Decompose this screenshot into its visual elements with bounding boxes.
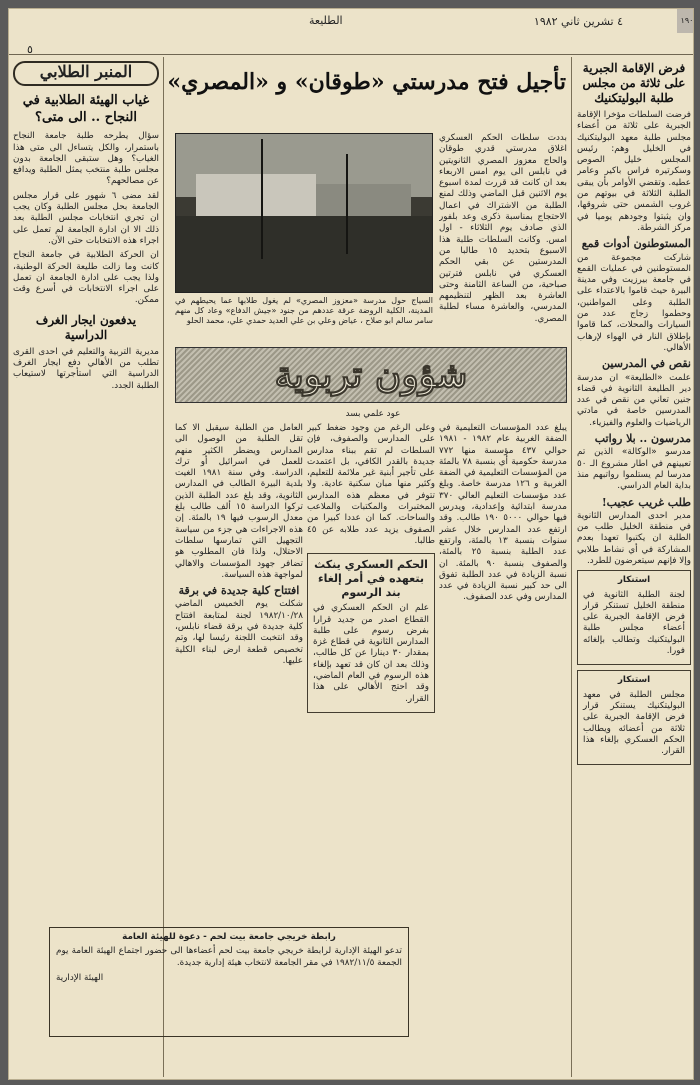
right-column bbox=[577, 61, 691, 1076]
right-column-text: مدرسو «الوكالة» الذين تم تعيينهم في اطار مشروع الـ ٥٠ مدرسا لم يستلموا رواتبهم منذ بداية العام الدراسي. bbox=[577, 447, 691, 492]
statement-title: استنكار bbox=[617, 575, 651, 586]
subheading: طلب غريب عجيب! bbox=[601, 495, 691, 509]
statement-title: استنكار bbox=[617, 675, 651, 686]
announcement-box bbox=[49, 927, 409, 1037]
logo-text: المنبر الطلابي bbox=[39, 62, 133, 81]
statement-box bbox=[577, 670, 691, 765]
subheading: مدرسون .. بلا رواتب bbox=[594, 432, 691, 446]
edition-number: ١٩٠ bbox=[677, 9, 694, 33]
banner-text: شؤون تربوية bbox=[274, 354, 468, 396]
notice-text: علم ان الحكم العسكري في القطاع اصدر من جديد قرارا بفرض رسوم على طلبة المدارس الثانوية في قطاع غزة بمقدار ٣٠ دينارا عن كل طالب، وذلك بعد ان كان قد تعهد بإلغاء هذه الرسوم في العام الماضي، وقد احتج الأهالي على هذا القرار. bbox=[313, 603, 429, 704]
right-column-text: فرضت السلطات مؤخرا الإقامة الجبرية على ثلاثة من أعضاء مجلس طلبة معهد البوليتكنيك في الخليل وهم: رئيس المجلس خليل الصوص وسكرتيره فراس باكير وعامر عطيه. وتقضي الأوامر بأن يبقى الطلبة الثلاثة في بيوتهم من غروب الشمس حتى شروقها، وان يثبتوا وجودهم يوميا في مركز الشرطة. bbox=[577, 110, 691, 233]
school-photo bbox=[175, 133, 433, 293]
statement-box bbox=[577, 570, 691, 665]
education-text: وعلى الرغم من وجود ضغط كبير على المدارس والصفوف، فإن السلطات لم تقم ببناء مدارس جديدة بالقدر الكافي، بل اعتمدت على تأجير أبنية غير ملائمة للتعليم، وكثير منها مبان سكنية عادية. ولا تتوفر في معظم هذه المدارس المختبرات والمكتبات والملاعب والساحات. كما ان عددا كبيرا من الصفوف يزيد عدد طلابه عن ٤٥ طالبا. bbox=[307, 423, 435, 546]
right-column-text: شاركت مجموعة من المستوطنين في عمليات القمع في جامعة بيرزيت وفي مدينة البيرة حيث قاموا بالاعتداء على الطلبة وعلى المواطنين، وحطموا زجاج عدد من السيارات والمحلات، كما قاموا بإطلاق النار في الهواء لإرهاب الأهالي. bbox=[577, 252, 691, 353]
byline: عود علمي بسد bbox=[345, 409, 401, 419]
notice-title: الحكم العسكري ينكث بتعهده في أمر إلغاء بند الرسوم bbox=[314, 558, 428, 600]
left-column-text: مديرية التربية والتعليم في احدى القرى تطلب من الأهالي دفع ايجار الغرف الدراسية التي استأجرتها لاستيعاب الطلبة الجدد. bbox=[13, 346, 159, 391]
left-column-text: لقد مضى ٦ شهور على قرار مجلس الجامعة بحل مجلس الطلبة وكان يجب ان تجري انتخابات مجلس الطلبة بعد ذلك الا ان ادارة الجامعة لم تعمل على اجراء هذه الانتخابات حتى الآن. bbox=[13, 190, 159, 246]
education-text: شكلت يوم الخميس الماضي ١٩٨٢/١٠/٢٨ لجنة لمتابعة افتتاح كلية جديدة في برقة قضاء نابلس، وقد انتخبت اللجنة رئيسا لها، وتم تخصيص قطعة ارض لبناء الكلية عليها. bbox=[175, 599, 303, 666]
education-text: العامل من الطلبة سيقبل الا كما تقل الطلبة من الوصول الى المدارس ويضطر الكثير منهم للعمل في اسرائيل أو ترك الدراسة. وفي سنة ١٩٨١ الغيت بلدية البيرة الطالب في المدارس الثانوية، وقد بلغ عدد الطلبة الذين تركوا الدراسة ١٥ ألف طالب بلغ معدل الرسوب فيها ١٩ بالمئة. إن هذه الاجراءات هي جزء من سياسة التجهيل التي تمارسها سلطات الاحتلال، ولذا فان المطلوب هو تضافر جهود المؤسسات والاهالي لمواجهة هذه السياسة. bbox=[175, 423, 303, 580]
left-column bbox=[13, 61, 159, 923]
page-header bbox=[9, 9, 693, 55]
main-headline: تأجيل فتح مدرستي «طوقان» و «المصري» bbox=[167, 69, 566, 95]
announcement-title: رابطة خريجي جامعة بيت لحم - دعوة للهيئة العامة bbox=[122, 932, 336, 942]
page-number: ٥ bbox=[27, 43, 33, 56]
right-column-heading: فرض الإقامة الجبرية على ثلاثة من مجلس طلبة البوليتكنيك bbox=[582, 61, 686, 105]
left-column-text: سؤال يطرحه طلبة جامعة النجاح باستمرار، والكل يتساءل الى متى هذا الغياب؟ وهل ستبقى الجامعة بدون مجلس طلبة منتخب يمثل الطلبة ويدافع عن مصالحهم؟ bbox=[13, 131, 159, 187]
subheading: نقص في المدرسين bbox=[602, 357, 691, 371]
article-column: بددت سلطات الحكم العسكري اغلاق مدرستي قدري طوقان والحاج معزوز المصري الثانويتين في نابلس الى يوم امس الاربعاء بعد ان كانت قد قررت لمدة اسبوع يوم الاثنين قبل الماضي وذلك لمنع الطلبة من الاشتراك في اعمال الاحتجاج بمناسبة ذكرى وعد بلفور الذي صادف يوم الثلاثاء - اول امس. وكانت السلطات طلبة هذا الاسبوع بتحديد ١٥ طالبا من المدرستين عن بقي الحكم العسكري في نابلس فترتين صباحية، من الساعة الثامنة وحتى العاشرة بعد الظهر لتنظيمهم المدرسي، والعاشرة مساء لطلبة المصري. bbox=[439, 133, 567, 324]
announcement-text: تدعو الهيئة الإدارية لرابطة خريجي جامعة بيت لحم أعضاءها الى حضور اجتماع الهيئة العامة يوم الجمعة ١٩٨٢/١١/٥ في مقر الجامعة لانتخاب هيئة إدارية جديدة. bbox=[56, 946, 402, 968]
announcement-signature: الهيئة الإدارية bbox=[56, 972, 104, 983]
right-column-text: مدير احدى المدارس الثانوية في منطقة الخليل طلب من الطلبة ان يكتبوا تعهدا بعدم المشاركة في أي نشاط طلابي وإلا فإنهم سيتعرضون للطرد. bbox=[577, 510, 691, 566]
section-logo bbox=[13, 61, 159, 86]
issue-date: ٤ تشرين ثاني ١٩٨٢ bbox=[533, 15, 623, 28]
subheading: افتتاح كلية جديدة في برقة bbox=[178, 584, 300, 598]
right-column-text: علمت «الطليعة» ان مدرسة دير الطليعة الثانوية في قضاء جنين تعاني من نقص في عدد المدرسين خاصة في مادتي الرياضيات والعلوم والفيزياء. bbox=[577, 372, 691, 428]
left-column-text: ان الحركة الطلابية في جامعة النجاح كانت وما زالت طليعة الحركة الوطنية، ولذا يجب على ادارة الجامعة ان تعمل على اجراء الانتخابات في أسرع وقت ممكن. bbox=[13, 250, 159, 306]
paper-name: الطليعة bbox=[309, 14, 343, 27]
column-rule bbox=[163, 57, 164, 1077]
column-rule bbox=[571, 57, 572, 1077]
section-banner bbox=[175, 347, 567, 403]
subheading: يدفعون ايجار الغرف الدراسية bbox=[35, 312, 137, 342]
subheading: المستوطنون أدوات قمع bbox=[581, 237, 691, 251]
statement-text: مجلس الطلبة في معهد البوليتكنيك يستنكر قرار فرض الإقامة الجبرية على ثلاثة من أعضائه ويطالب الحكم العسكري بإلغاء هذا القرار. bbox=[583, 689, 685, 757]
photo-caption: السياج حول مدرسة «معزوز المصري» لم يغول طلابها عما يحيطهم في المدينة، الكلية الروضة عرقة عددهم من جنود «جيش الدفاع» وعاد كل منهم سامر سالم ابو صلاح ، عياض وعلي بن علي العديد حمدي علي، محمد الحلو bbox=[175, 296, 433, 325]
newspaper-page bbox=[8, 8, 694, 1080]
statement-text: لجنة الطلبة الثانوية في منطقة الخليل تستنكر قرار فرض الإقامة الجبرية على أعضاء مجلس طلبة البوليتكنيك وتطالب بإلغائه فورا. bbox=[583, 589, 685, 657]
left-column-headline: غياب الهيئة الطلابية في النجاح .. الى متى؟ bbox=[22, 93, 150, 126]
notice-box bbox=[307, 553, 435, 713]
education-column-1: يبلغ عدد المؤسسات التعليمية في الضفة الغربية عام ١٩٨٢ - ١٩٨١ حوالي ٤٣٧ مؤسسة منها ٧٧٢ مدرسة حكومية أي بنسبة ٧٨ بالمئة من المؤسسات التعليمية في الضفة الغربية و ١٢٦ مدرسة خاصة. وبلغ عدد مؤسسات التعليم العالي ٣٧٠ مدرسة ابتدائية وإعدادية، ويدرس فيها حوالي ٥٠٠٠ ١٩٠ طالب. وقد ارتفع عدد المدارس خلال عشر سنوات بنسبة ١٣ بالمئة، وارتفع عدد الطلبة بنسبة ٢٥ بالمئة، والصفوف بنسبة ٩٠ بالمئة. ان نسبة الزيادة في عدد الطلبة تفوق الى حد كبير نسبة الزيادة في عدد المدارس وفي عدد الصفوف. bbox=[439, 423, 567, 603]
